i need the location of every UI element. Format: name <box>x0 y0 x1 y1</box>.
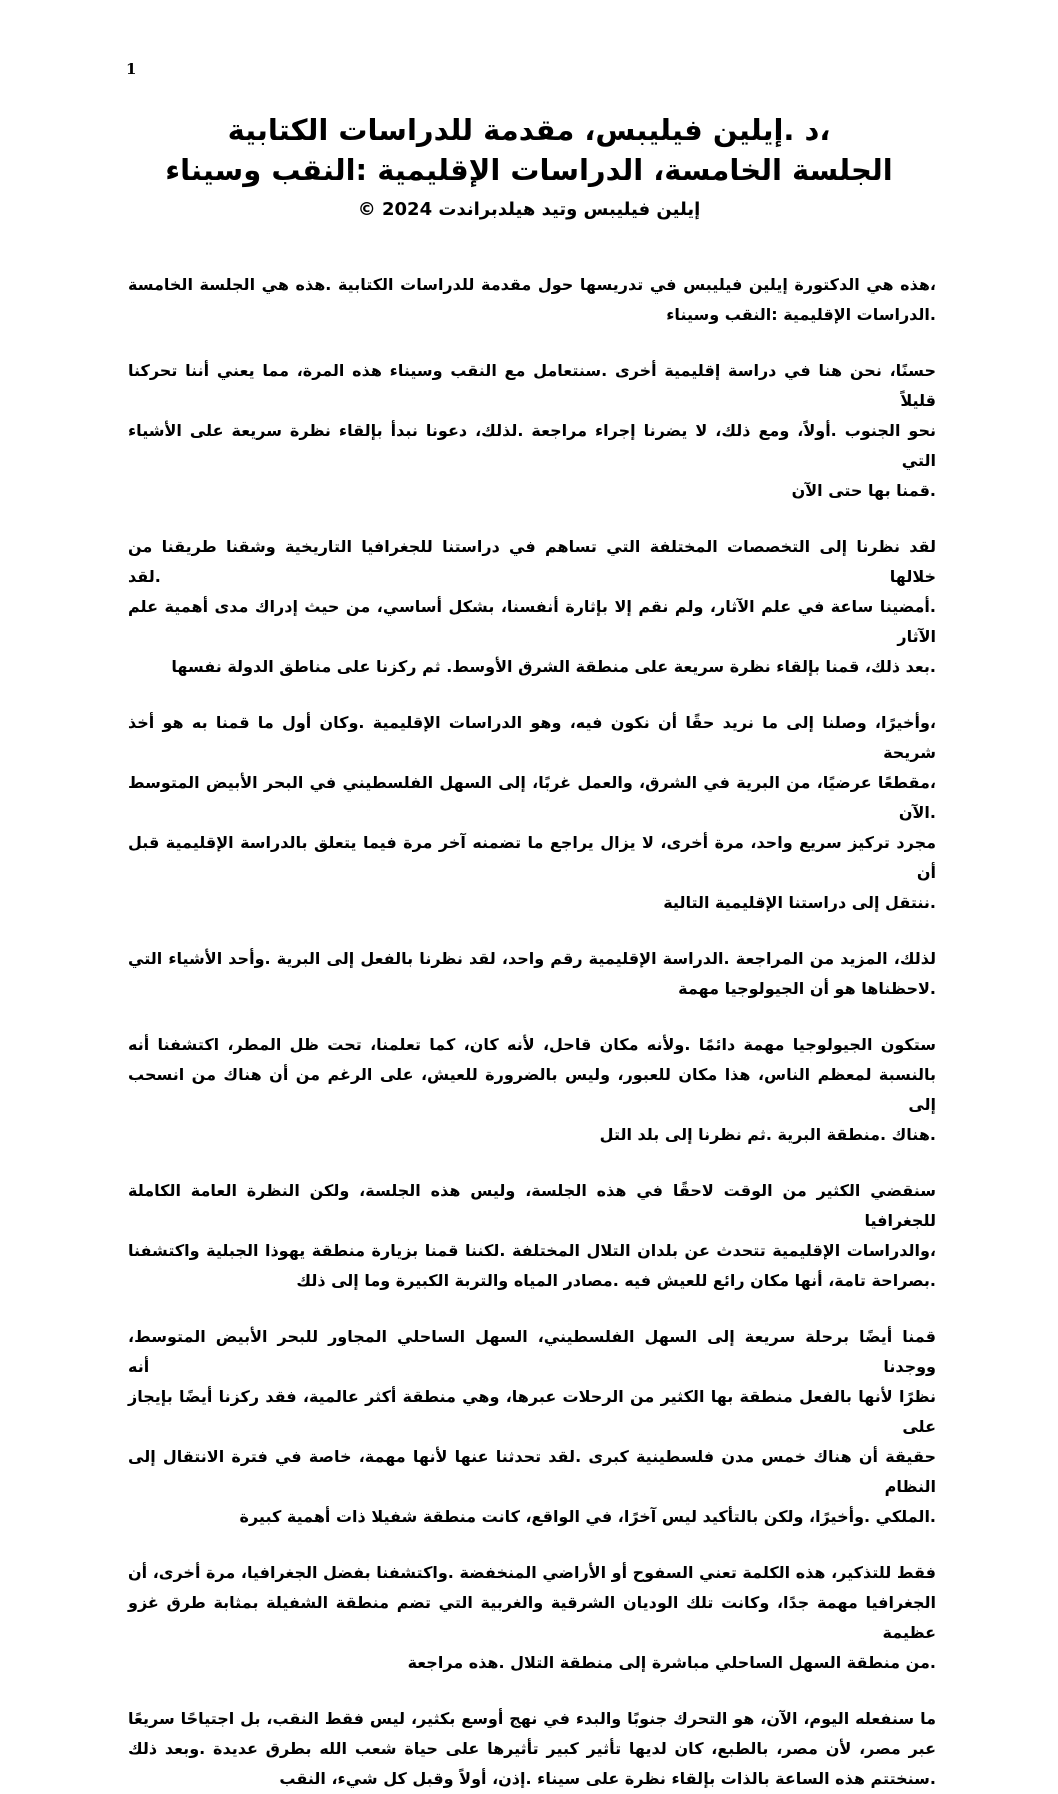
byline: إيلين فيليبس وتيد هيلدبراندت 2024 © <box>357 199 701 220</box>
text-line: .بعد ذلك، قمنا بإلقاء نظرة سريعة على منطقة الشرق الأوسط. ثم ركزنا على مناطق الدولة نفسها <box>171 657 936 676</box>
text-line: سنقضي الكثير من الوقت لاحقًا في هذه الجلسة، وليس هذه الجلسة، ولكن النظرة العامة الكاملة للجغرافيا <box>128 1181 936 1230</box>
text-line: قمنا أيضًا برحلة سريعة إلى السهل الفلسطيني، السهل الساحلي المجاور للبحر الأبيض المتوسط، ووجدنا أنه <box>128 1327 936 1376</box>
text-line: حقيقة أن هناك خمس مدن فلسطينية كبرى .لقد تحدثنا عنها لأنها مهمة، خاصة في فترة الانتقال إلى النظام <box>128 1447 936 1496</box>
text-line: بالنسبة لمعظم الناس، هذا مكان للعبور، وليس بالضرورة للعيش، على الرغم من أن هناك من انسحب إلى <box>128 1065 936 1114</box>
text-line: ما سنفعله اليوم، الآن، هو التحرك جنوبًا والبدء في نهج أوسع بكثير، ليس فقط النقب، بل اجتياحًا سريعًا <box>128 1709 936 1728</box>
text-line: نظرًا لأنها بالفعل منطقة بها الكثير من الرحلات عبرها، وهي منطقة أكثر عالمية، فقد ركزنا أيضًا بإيجاز على <box>128 1387 936 1436</box>
paragraph <box>128 356 936 506</box>
text-line: .قمنا بها حتى الآن <box>791 481 936 500</box>
text-line: .أمضينا ساعة في علم الآثار، ولم نقم إلا بإثارة أنفسنا، بشكل أساسي، من حيث إدراك مدى أهمية علم الآثار <box>128 597 936 646</box>
document-body <box>128 270 936 1794</box>
text-line: .هناك .منطقة البرية .ثم نظرنا إلى بلد التل <box>599 1125 936 1144</box>
text-line: فقط للتذكير، هذه الكلمة تعني السفوح أو الأراضي المنخفضة .واكتشفنا بفضل الجغرافيا، مرة أخرى، أن <box>128 1563 936 1582</box>
text-line: .بصراحة تامة، أنها مكان رائع للعيش فيه .مصادر المياه والتربة الكبيرة وما إلى ذلك <box>296 1271 936 1290</box>
paragraph <box>128 1558 936 1678</box>
text-line: ،هذه هي الدكتورة إيلين فيليبس في تدريسها حول مقدمة للدراسات الكتابية .هذه هي الجلسة الخامسة <box>128 275 936 294</box>
text-line: لقد نظرنا إلى التخصصات المختلفة التي تساهم في دراستنا للجغرافيا التاريخية وشقنا طريقنا من خلالها .لقد <box>128 537 936 586</box>
text-line: مجرد تركيز سريع واحد، مرة أخرى، لا يزال يراجع ما تضمنه آخر مرة فيما يتعلق بالدراسة الإقليمية قبل أن <box>128 833 936 882</box>
document-title-line-1: ،د .إيلين فيليبس، مقدمة للدراسات الكتابية <box>227 113 831 147</box>
text-line: .لاحظناها هو أن الجيولوجيا مهمة <box>678 979 936 998</box>
page-number: 1 <box>126 60 137 78</box>
text-line: الجغرافيا مهمة جدًا، وكانت تلك الوديان الشرقية والغربية التي تضم منطقة الشفيلة بمثابة طرق غزو عظيمة <box>128 1593 936 1642</box>
paragraph <box>128 1704 936 1794</box>
text-line: لذلك، المزيد من المراجعة .الدراسة الإقليمية رقم واحد، لقد نظرنا بالفعل إلى البرية .وأحد الأشياء التي <box>128 949 936 968</box>
text-line: .الدراسات الإقليمية :النقب وسيناء <box>666 305 936 324</box>
text-line: ،مقطعًا عرضيًا، من البرية في الشرق، والعمل غربًا، إلى السهل الفلسطيني في البحر الأبيض المتوسط .الآن <box>128 773 936 822</box>
text-line: .الملكي .وأخيرًا، ولكن بالتأكيد ليس آخرًا، في الواقع، كانت منطقة شفيلا ذات أهمية كبيرة <box>239 1507 936 1526</box>
text-line: .سنختتم هذه الساعة بالذات بإلقاء نظرة على سيناء .إذن، أولاً وقبل كل شيء، النقب <box>279 1769 936 1788</box>
paragraph <box>128 1322 936 1532</box>
text-line: عبر مصر، لأن مصر، بالطبع، كان لديها تأثير كبير تأثيرها على حياة شعب الله بطرق عديدة .وبعد ذلك <box>128 1739 936 1758</box>
text-line: ،وأخيرًا، وصلنا إلى ما نريد حقًا أن نكون فيه، وهو الدراسات الإقليمية .وكان أول ما قمنا به هو أخذ شريحة <box>128 713 936 762</box>
text-line: ستكون الجيولوجيا مهمة دائمًا .ولأنه مكان قاحل، لأنه كان، كما تعلمنا، تحت ظل المطر، اكتشفنا أنه <box>128 1035 936 1054</box>
paragraph <box>128 270 936 330</box>
text-line: حسنًا، نحن هنا في دراسة إقليمية أخرى .سنتعامل مع النقب وسيناء هذه المرة، مما يعني أننا تحركنا قليلاً <box>128 361 936 410</box>
paragraph <box>128 708 936 918</box>
text-line: نحو الجنوب .أولاً، ومع ذلك، لا يضرنا إجراء مراجعة .لذلك، دعونا نبدأ بإلقاء نظرة سريعة على الأشياء التي <box>128 421 936 470</box>
paragraph <box>128 1030 936 1150</box>
text-line: .من منطقة السهل الساحلي مباشرة إلى منطقة التلال .هذه مراجعة <box>407 1653 936 1672</box>
paragraph <box>128 532 936 682</box>
document-header <box>0 0 1058 224</box>
text-line: .ننتقل إلى دراستنا الإقليمية التالية <box>663 893 936 912</box>
paragraph <box>128 944 936 1004</box>
paragraph <box>128 1176 936 1296</box>
text-line: ،والدراسات الإقليمية تتحدث عن بلدان التلال المختلفة .لكننا قمنا بزيارة منطقة يهوذا الجبلية واكتشفنا <box>128 1241 936 1260</box>
document-title-line-2: الجلسة الخامسة، الدراسات الإقليمية :النقب وسيناء <box>165 153 893 187</box>
